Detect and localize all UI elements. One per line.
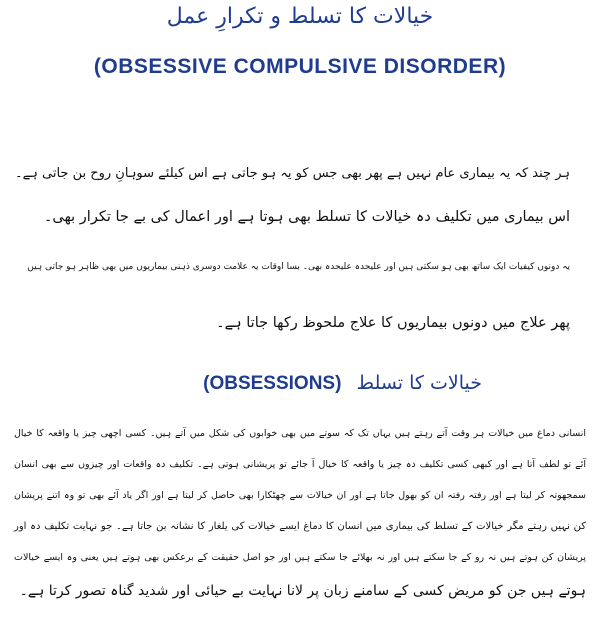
obsessions-line: پریشان کن ہوتے ہیں نہ رو کے جا سکتے ہیں اور نہ بھلائے جا سکتے ہیں اور جو اصل حقیقت کے برعکس بھی ہوتے ہیں یعنی وہ ایسے خیالات bbox=[14, 552, 586, 563]
intro-line: یہ دونوں کیفیات ایک ساتھ بھی ہو سکتی ہیں اور علیحدہ علیحدہ بھی۔ بسا اوقات یہ علامت دوسری ذہنی بیماریوں میں بھی ظاہر ہو جاتی ہیں bbox=[27, 262, 570, 272]
obsessions-line: آئے تو لطف آتا ہے اور کبھی کسی تکلیف دہ چیز یا واقعہ کا خیال آ جائے تو پریشانی ہوتی ہے۔ تکلیف دہ واقعات اور چیزوں سے بھی انسان bbox=[14, 459, 586, 470]
intro-line: ہر چند کہ یہ بیماری عام نہیں ہے پھر بھی جس کو یہ ہو جاتی ہے اس کیلئے سوہانِ روح بن جاتی ہے۔ bbox=[15, 166, 570, 181]
english-title: (OBSESSIVE COMPULSIVE DISORDER) bbox=[93, 55, 507, 78]
obsessions-line: ہوتے ہیں جن کو مریض کسی کے سامنے زبان پر لانا نہایت بے حیائی اور شدید گناہ تصور کرتا ہے۔ bbox=[19, 583, 586, 599]
obsessions-heading-english: (OBSESSIONS) bbox=[203, 373, 342, 394]
intro-line: اس بیماری میں تکلیف دہ خیالات کا تسلط بھی ہوتا ہے اور اعمال کی بے جا تکرار بھی۔ bbox=[43, 209, 570, 225]
obsessions-heading bbox=[203, 372, 482, 395]
obsessions-heading-urdu: خیالات کا تسلط bbox=[356, 372, 482, 394]
obsessions-line: کن نہیں رہتے مگر خیالات کے تسلط کی بیماری میں انسان کا دماغ ایسے خیالات کی یلغار کا نشانہ بن جاتا ہے۔ جو نہایت تکلیف دہ اور bbox=[14, 521, 586, 532]
urdu-title: خیالات کا تسلط و تکرارِ عمل bbox=[166, 4, 434, 29]
intro-line: پھر علاج میں دونوں بیماریوں کا علاج ملحوظ رکھا جاتا ہے۔ bbox=[216, 315, 570, 331]
obsessions-line: انسانی دماغ میں خیالات ہر وقت آتے رہتے ہیں یہاں تک کہ سوتے میں بھی خوابوں کی شکل میں آتے ہیں۔ کسی اچھی چیز یا واقعہ کا خیال bbox=[14, 428, 586, 439]
obsessions-line: سمجھوتہ کر لیتا ہے اور رفتہ رفتہ ان کو بھول جاتا ہے اور ان خیالات سے چھٹکارا بھی حاصل کر لیتا ہے اور اگر یاد آئے بھی تو وہ اتنے پریشان bbox=[14, 490, 586, 501]
